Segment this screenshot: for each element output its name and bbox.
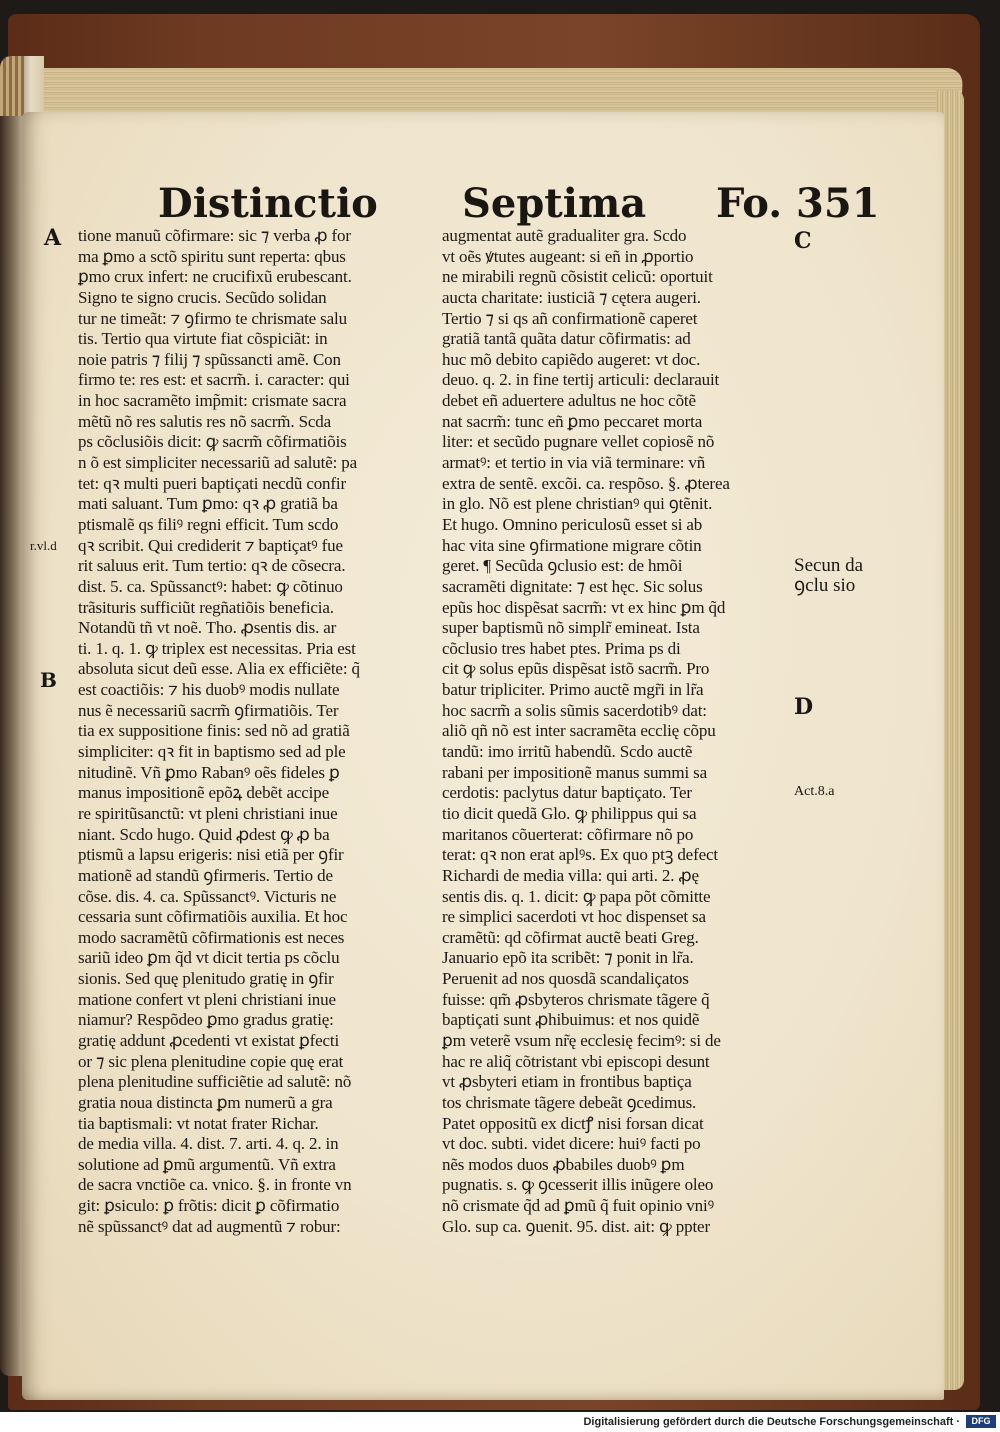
text-line: sionis. Sed quę plenitudo gratię in ꝯfir [78,969,334,989]
text-line: manus impositionẽ epõꝝ debẽt accipe [78,783,330,803]
running-head-left: Distinctio [158,180,378,227]
text-line: n õ est simpliciter necessariũ ad salutẽ: pa [78,453,358,473]
text-line: huc mõ debito capiẽdo augeret: vt doc. [442,349,701,369]
text-line: terat: qꝛ non erat aplꝰs. Ex quo ptꝫ defect [442,845,718,865]
text-line: cramẽtũ: qd cõfirmat auctẽ beati Greg. [442,927,699,947]
folio-number: Fo. 351 [716,180,880,227]
text-line: vt doc. subti. videt dicere: huiꝰ facti po [442,1134,701,1154]
text-line: nẽs modos duos ꝓbabiles duobꝰ ꝑm [442,1154,685,1174]
initial-letter: A [44,225,62,251]
text-line: Peruenit ad nos quosdã scandaliçatos [442,969,689,989]
text-line: nus ẽ necessariũ sacrm̃ ꝯfirmatiõis. Ter [78,700,339,720]
text-line: Richardi de media villa: qui arti. 2. ꝓę [442,865,699,885]
text-line: Glo. sup ca. ꝯuenit. 95. dist. ait: ꝙ ppter [442,1216,710,1236]
text-line: epũs hoc dispẽsat sacrm̃: vt ex hinc ꝑm q̃d [442,597,726,617]
text-column-right [442,226,790,1237]
text-line: sentis dis. q. 1. dicit: ꝙ papa põt cõmitte [442,886,711,906]
text-line: tur ne timeãt: ⁊ ꝯfirmo te chrismate salu [78,308,347,328]
text-line: armatꝰ: et tertio in via viã terminare: vñ [442,453,706,473]
text-line: tis. Tertio qua virtute fiat cõspiciãt: in [78,329,328,349]
text-line: Notandũ tñ vt noẽ. Tho. ꝓsentis dis. ar [78,618,337,638]
text-line: matione confert vt pleni christiani inue [78,989,336,1009]
text-line: ma ꝑmo a sctõ spiritu sunt reperta: qbus [78,246,346,266]
text-line: tet: qꝛ multi pueri baptiçati necdũ confir [78,473,347,493]
text-line: hac re aliq̃ cõtristant vbi episcopi desunt [442,1051,710,1071]
text-line: niant. Scdo hugo. Quid ꝓdest ꝙ ꝓ ba [78,824,330,844]
text-line: Tertio ⁊ si qs añ confirmationẽ caperet [442,308,698,328]
margin-letter-d: D [794,694,814,720]
text-line: cerdotis: paclytus datur baptiçato. Ter [442,783,692,803]
text-line: cessaria sunt cõfirmatiõis auxilia. Et hoc [78,907,348,927]
text-line: sacramẽti dignitate: ⁊ est hęc. Sic solus [442,576,703,596]
text-line: firmo te: res est: et sacrm̃. i. caracter: qui [78,370,350,390]
text-line: fuisse: qm̃ ꝓsbyteros chrismate tãgere q̃ [442,989,710,1009]
text-line: vt ꝓsbyteri etiam in frontibus baptiça [442,1072,692,1092]
footer-bar [0,1412,1000,1432]
text-line: vt oẽs ꝟtutes augeant: si eñ in ꝓportio [442,246,694,266]
margin-reference-left: r.vl.d [30,538,57,553]
text-line: tos chrismate tãgere debeãt ꝯcedimus. [442,1092,697,1112]
running-head-middle: Septima [462,180,647,227]
text-line: cõclusio tres habet ptes. Prima ps di [442,638,681,658]
text-line: gratię addunt ꝓcedenti vt existat ꝑfecti [78,1030,340,1050]
text-line: niamur? Respõdeo ꝑmo gradus gratię: [78,1010,334,1030]
text-line: plena plenitudine sufficiẽtie ad salutẽ: nõ [78,1072,352,1092]
text-line: tia ex suppositione finis: sed nõ ad gratiã [78,721,350,741]
text-line: ꝑm veterẽ vsum nr̃ę ecclesię fecimꝰ: si de [442,1030,721,1050]
text-line: baptiçati sunt ꝓhibuimus: et nos quidẽ [442,1010,700,1030]
text-line: nat sacrm̃: tunc eñ ꝑmo peccaret mortа [442,411,703,431]
text-line: re simplici sacerdoti vt hoc dispenset sa [442,907,706,927]
margin-letter-c: C [794,228,812,254]
margin-note-act: Act.8.a [794,784,835,799]
text-line: Et hugo. Omnino periculosũ esset si ab [442,514,703,534]
text-line: hac vita sine ꝯfirmatione migrare cõtin [442,535,702,555]
text-line: aucta charitate: iusticiã ⁊ cętera augeri. [442,287,701,307]
text-line: debet eñ aduertere adultus ne hoc cõtẽ [442,391,696,411]
text-line: de media villa. 4. dist. 7. arti. 4. q. 2. in [78,1134,339,1154]
text-line: liter: et secũdo pugnare vellet copiosẽ nõ [442,432,715,452]
text-line: mẽtũ nõ res salutis res nõ sacrm̃. Scda [78,411,332,431]
text-line: geret. ¶ Secũda ꝯclusio est: de hmõi [442,556,683,576]
text-line: super baptismũ nõ simplr̃ emineat. Ista [442,618,700,638]
text-line: pugnatis. s. ꝙ ꝯcesserit illis inũgere oleo [442,1175,714,1195]
text-line: qꝛ scribit. Qui crediderit ⁊ baptiçatꝰ fue [78,535,343,555]
text-line: trãsituris sufficiũt regñatiõis beneficia. [78,597,334,617]
text-line: batur tripliciter. Primo auctẽ mgr̃i in lr̃a [442,680,704,700]
text-line: tandũ: imo irritũ habendũ. Scdo auctẽ [442,742,693,762]
text-line: ptismalẽ qs filiꝰ regni efficit. Tum scdo [78,514,339,534]
text-line: tia baptismali: vt notat frater Richar. [78,1113,319,1133]
text-line: re spiritũsanctũ: vt pleni christiani inue [78,803,338,823]
spine-cords [0,56,24,116]
text-line: ps cõclusiõis dicit: ꝙ sacrm̃ cõfirmatiõis [78,432,347,452]
text-line: tio dicit quedã Glo. ꝙ philippus qui sa [442,803,697,823]
text-line: nõ crismate q̃d ad ꝑmũ q̃ fuit opinio vniꝰ [442,1196,714,1216]
text-line: nitudinẽ. Vñ ꝑmo Rabanꝰ oẽs fideles ꝑ [78,762,340,782]
footer-credit: Digitalisierung gefördert durch die Deutsche Forschungsgemeinschaft · [583,1416,960,1428]
dfg-logo: DFG [966,1415,996,1428]
text-line: or ⁊ sic plena plenitudine copie quę erat [78,1051,344,1071]
text-line: ne mirabili regnũ cõsistit celicũ: oportuit [442,267,713,287]
text-line: ꝑmo crux infert: ne crucifixũ erubescant. [78,267,352,287]
text-line: cit ꝙ solus epũs dispẽsat istõ sacrm̃. Pro [442,659,710,679]
text-line: cõse. dis. 4. ca. Spũssanctꝰ. Victuris ne [78,886,337,906]
text-line: ti. 1. q. 1. ꝙ triplex est necessitas. Pria est [78,638,356,658]
text-line: tione manuũ cõfirmare: sic ⁊ verba ꝓ for [78,226,351,245]
text-line: ptismũ a lapsu erigeris: nisi etiã per ꝯfir [78,845,344,865]
text-line: deuo. q. 2. in fine tertij articuli: declarauit [442,370,720,390]
text-line: nẽ spũssanctꝰ dat ad augmentũ ⁊ robur: [78,1216,341,1236]
text-line: sariũ ideo ꝑm q̃d vt dicit tertia ps cõclu [78,948,340,968]
text-line: mati saluant. Tum ꝑmo: qꝛ ꝓ gratiã ba [78,494,338,514]
text-line: est coactiõis: ⁊ his duobꝰ modis nullate [78,680,340,700]
text-line: Signo te signo crucis. Secũdo solidan [78,287,327,307]
text-line: hoc sacrm̃ a solis sũmis sacerdotibꝰ dat: [442,700,707,720]
text-line: rabani per impositionẽ manus summi sa [442,762,707,782]
text-line: Patet oppositũ ex dictꝭ nisi forsan dicat [442,1113,704,1133]
text-line: maritanos cõuerterat: cõfirmare nõ po [442,824,694,844]
text-line: dist. 5. ca. Spũssanctꝰ: habet: ꝙ cõtinuo [78,576,343,596]
text-line: in glo. Nõ est plene christianꝰ qui ꝯtẽnit. [442,494,713,514]
text-line: simpliciter: qꝛ fit in baptismo sed ad ple [78,742,346,762]
text-line: rit saluus erit. Tum tertio: qꝛ de cõsecra. [78,556,346,576]
text-line: in hoc sacramẽto imp̃mit: crismate sacra [78,391,347,411]
text-line: solutione ad ꝑmũ argumentũ. Vñ extra [78,1154,336,1174]
text-line: extra de sentẽ. excõi. ca. respõso. §. ꝓterea [442,473,730,493]
text-line: de sacra vnctiõe ca. vnico. §. in fronte vn [78,1175,352,1195]
margin-note-secunda: Secun da ꝯclu sio [794,555,864,596]
text-line: noie patris ⁊ filij ⁊ spũssancti amẽ. Con [78,349,341,369]
text-line: augmentat autẽ gradualiter gra. Scdo [442,226,687,245]
text-line: gratiã tantã quãta datur cõfirmatis: ad [442,329,691,349]
margin-letter-b: B [40,668,57,692]
text-line: git: ꝑsiculo: ꝑ frõtis: dicit ꝑ cõfirmatio [78,1196,340,1216]
text-line: absoluta sicut deũ esse. Alia ex efficiẽte: q̃ [78,659,360,679]
text-line: aliõ qñ nõ est inter sacramẽta ecclię cõpu [442,721,716,741]
text-line: Januario epõ ita scribẽt: ⁊ ponit in lr̃a. [442,948,694,968]
text-column-left [78,226,414,1237]
text-line: modo sacramẽtũ cõfirmationis est neces [78,927,345,947]
text-line: mationẽ ad standũ ꝯfirmeris. Tertio de [78,865,333,885]
text-line: gratia noua distincta ꝑm numerũ a gra [78,1092,333,1112]
